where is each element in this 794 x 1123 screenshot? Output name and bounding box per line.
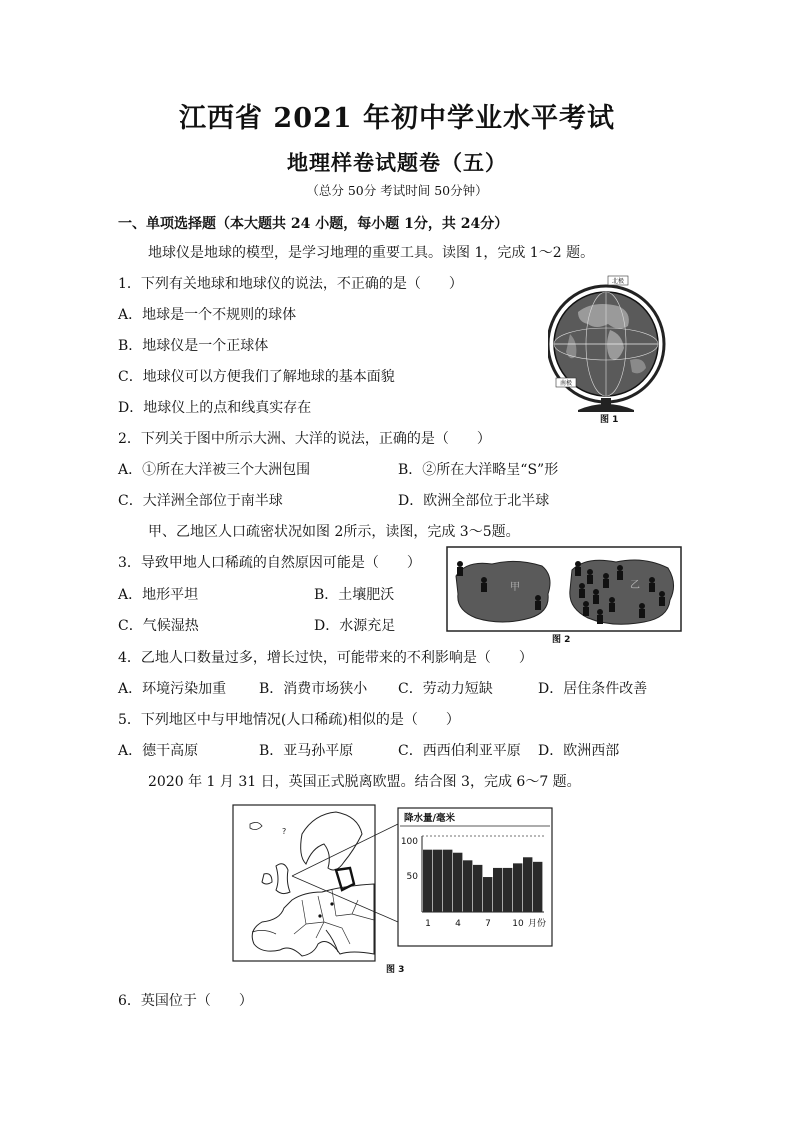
question-3-option-b: B．土壤肥沃 <box>314 587 395 603</box>
x-axis-label: 月份 <box>528 919 547 929</box>
exam-title: 江西省 2021 年初中学业水平考试 <box>179 103 615 134</box>
figure-2-caption: 图 2 <box>552 635 571 645</box>
precipitation-bar-1 <box>423 850 432 912</box>
question-3-option-a: A．地形平坦 <box>118 587 199 603</box>
question-3-option-c: C．气候湿热 <box>118 618 199 634</box>
south-pole-label: 南极 <box>559 380 573 387</box>
figure-3 <box>232 804 556 976</box>
y-tick-50: 50 <box>406 872 418 882</box>
question-4-stem: 4．乙地人口数量过多，增长过快，可能带来的不利影响是（ ） <box>118 650 533 666</box>
figure-1-globe <box>548 272 666 424</box>
chart-ylabel: 降水量/毫米 <box>404 813 455 824</box>
intro-text-1: 地球仪是地球的模型，是学习地理的重要工具。读图 1，完成 1～2 题。 <box>148 245 595 261</box>
x-tick-4: 4 <box>455 919 461 929</box>
question-2-option-b: B．②所在大洋略呈“S”形 <box>398 462 559 478</box>
precipitation-bar-12 <box>533 862 542 912</box>
question-5-option-d: D．欧洲西部 <box>538 743 620 759</box>
question-4-option-c: C．劳动力短缺 <box>398 681 493 697</box>
figure-2-population <box>446 546 682 646</box>
question-2-stem: 2．下列关于图中所示大洲、大洋的说法，正确的是（ ） <box>118 431 491 447</box>
question-5-option-a: A．德干高原 <box>118 743 199 759</box>
map-marker: ? <box>282 827 287 836</box>
question-2-option-a: A．①所在大洋被三个大洲包围 <box>118 462 311 478</box>
precipitation-bar-7 <box>483 877 492 912</box>
question-5-option-c: C．西西伯利亚平原 <box>398 743 521 759</box>
section-heading: 一、单项选择题（本大题共 24 小题，每小题 1分，共 24分） <box>118 216 509 232</box>
precipitation-bar-11 <box>523 857 532 912</box>
precipitation-bar-5 <box>463 860 472 912</box>
question-5-option-b: B．亚马孙平原 <box>259 743 354 759</box>
question-1-option-d: D．地球仪上的点和线真实存在 <box>118 400 312 416</box>
north-pole-label: 北极 <box>611 278 625 285</box>
precipitation-bar-9 <box>503 868 512 912</box>
y-tick-100: 100 <box>400 837 418 847</box>
precipitation-bar-3 <box>443 850 452 912</box>
question-2-option-d: D．欧洲全部位于北半球 <box>398 493 550 509</box>
x-tick-1: 1 <box>425 919 431 929</box>
question-1-stem: 1．下列有关地球和地球仪的说法，不正确的是（ ） <box>118 276 463 292</box>
exam-subtitle: 地理样卷试题卷（五） <box>287 150 507 175</box>
precipitation-bar-10 <box>513 863 522 912</box>
question-3-option-d: D．水源充足 <box>314 618 396 634</box>
question-5-stem: 5．下列地区中与甲地情况(人口稀疏)相似的是（ ） <box>118 712 460 728</box>
question-4-option-a: A．环境污染加重 <box>118 681 227 697</box>
figure-3-caption: 图 3 <box>386 965 405 975</box>
precipitation-bar-4 <box>453 853 462 912</box>
intro-text-3: 2020 年 1 月 31 日，英国正式脱离欧盟。结合图 3，完成 6～7 题。 <box>148 774 581 790</box>
label-jia: 甲 <box>510 582 520 593</box>
precipitation-bar-8 <box>493 868 502 912</box>
x-tick-7: 7 <box>485 919 491 929</box>
question-2-option-c: C．大洋洲全部位于南半球 <box>118 493 283 509</box>
question-1-option-c: C．地球仪可以方便我们了解地球的基本面貌 <box>118 369 395 385</box>
x-tick-10: 10 <box>512 919 524 929</box>
precipitation-bar-6 <box>473 865 482 912</box>
question-3-stem: 3．导致甲地人口稀疏的自然原因可能是（ ） <box>118 555 421 571</box>
precipitation-bar-2 <box>433 850 442 912</box>
question-6-stem: 6．英国位于（ ） <box>118 993 253 1009</box>
label-yi: 乙 <box>630 580 640 591</box>
question-1-option-a: A．地球是一个不规则的球体 <box>118 307 297 323</box>
question-1-option-b: B．地球仪是一个正球体 <box>118 338 269 354</box>
question-4-option-b: B．消费市场狭小 <box>259 681 368 697</box>
figure-1-caption: 图 1 <box>600 415 619 425</box>
question-4-option-d: D．居住条件改善 <box>538 681 648 697</box>
intro-text-2: 甲、乙地区人口疏密状况如图 2所示，读图，完成 3～5题。 <box>148 524 520 540</box>
exam-info: （总分 50分 考试时间 50分钟） <box>306 183 488 198</box>
